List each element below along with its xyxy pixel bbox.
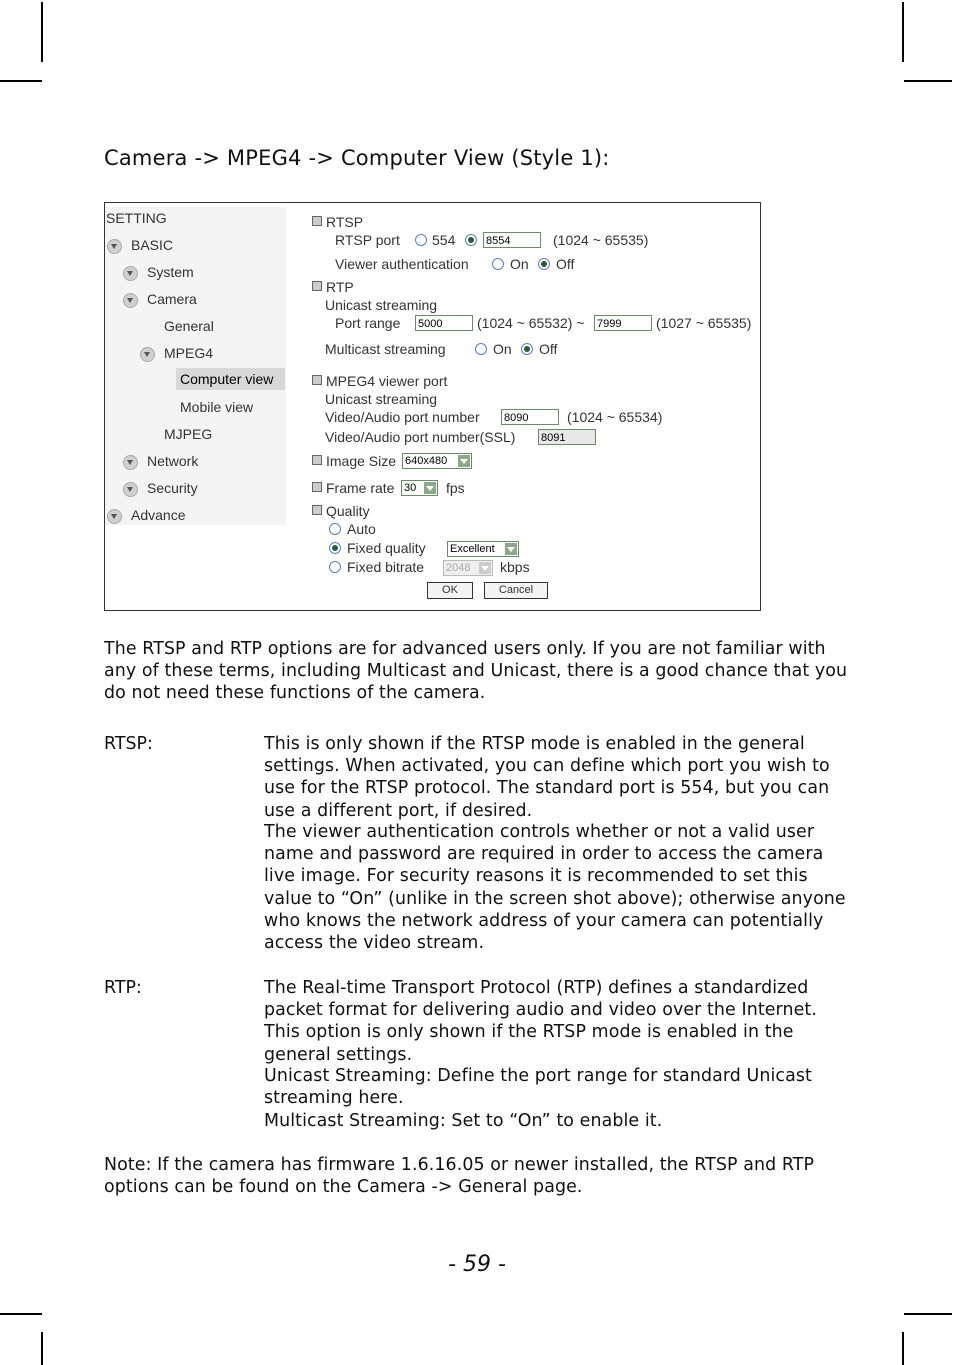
crop-mark [41,1332,43,1365]
sidebar-item-basic[interactable]: BASIC [131,237,174,253]
sidebar-setting: SETTING [106,210,167,226]
multicast-off-radio[interactable] [521,343,533,355]
rtp-definition-1: The Real-time Transport Protocol (RTP) defines a standardized packet format for delivering audio and video over the Internet. This option is only shown if the RTSP mode is enabled in the general settings. [264,978,817,1065]
chevron-down-icon [458,455,470,467]
page-number: - 59 - [448,1252,506,1277]
viewer-auth-off-radio[interactable] [538,258,550,270]
crop-mark [0,1313,42,1315]
sidebar-item-advance[interactable]: Advance [131,507,186,523]
expand-arrow-icon[interactable] [123,293,138,308]
expand-arrow-icon[interactable] [140,347,155,362]
quality-title: Quality [312,503,370,519]
intro-paragraph: The RTSP and RTP options are for advanced users only. If you are not familiar with any of these terms, including Multicast and Unicast, there is a good chance that you do not need these functions of the camera. [104,639,848,704]
expand-arrow-icon[interactable] [123,482,138,497]
settings-sidebar [105,207,286,525]
crop-mark [0,80,42,82]
rtp-section-title: RTP [312,279,354,295]
rtp-definition-2: Unicast Streaming: Define the port range for standard Unicast streaming here. [264,1066,812,1109]
sidebar-item-network[interactable]: Network [147,453,199,469]
rtp-port-range-label: Port range [335,315,401,331]
settings-screenshot [104,202,761,611]
expand-arrow-icon[interactable] [107,239,122,254]
rtsp-port-custom-radio[interactable] [465,234,477,246]
fps-unit: fps [446,480,465,496]
frame-rate-select[interactable]: 30 [401,480,438,496]
fixed-quality-radio[interactable] [329,542,341,554]
rtp-range-from: (1024 ~ 65532) ~ [477,315,585,331]
bullet-square-icon [312,281,322,291]
rtp-term: RTP: [104,978,142,998]
expand-arrow-icon[interactable] [123,455,138,470]
rtp-port-from-input[interactable]: 5000 [415,315,473,331]
multicast-on-label: On [493,341,512,357]
multicast-off-label: Off [539,341,558,357]
quality-auto-radio[interactable] [329,523,341,535]
rtp-definition-3: Multicast Streaming: Set to “On” to enable it. [264,1111,663,1131]
sidebar-item-mjpeg[interactable]: MJPEG [164,426,213,442]
chevron-down-icon [479,562,491,574]
av-port-input[interactable]: 8090 [501,409,559,425]
bullet-square-icon [312,455,322,465]
av-port-label: Video/Audio port number [325,409,480,425]
rtp-port-to-input[interactable]: 7999 [594,315,652,331]
crop-mark [902,1332,904,1365]
viewer-auth-on-radio[interactable] [492,258,504,270]
multicast-on-radio[interactable] [475,343,487,355]
viewer-auth-label: Viewer authentication [335,256,469,272]
frame-rate-label: Frame rate [312,480,394,496]
rtsp-port-default-label: 554 [432,232,456,248]
rtsp-term: RTSP: [104,734,153,754]
fixed-quality-select[interactable]: Excellent [447,541,519,557]
bullet-square-icon [312,505,322,515]
crop-mark [904,1313,952,1315]
rtsp-section-title: RTSP [312,214,363,230]
sidebar-item-security[interactable]: Security [147,480,198,496]
sidebar-item-computer-view[interactable]: Computer view [176,368,285,390]
fixed-quality-label: Fixed quality [347,540,426,556]
expand-arrow-icon[interactable] [123,266,138,281]
bullet-square-icon [312,216,322,226]
quality-auto-label: Auto [347,521,376,537]
rtp-unicast-label: Unicast streaming [325,297,438,313]
viewer-auth-off-label: Off [556,256,575,272]
chevron-down-icon [505,543,517,555]
ssl-port-input[interactable]: 8091 [538,429,596,445]
image-size-label: Image Size [312,453,396,469]
rtp-range-to: (1027 ~ 65535) [656,315,752,331]
cancel-button[interactable]: Cancel [484,582,548,599]
crop-mark [904,80,952,82]
rtsp-port-range: (1024 ~ 65535) [553,232,649,248]
rtsp-definition-1: This is only shown if the RTSP mode is enabled in the general settings. When activated, you can define which port you wish to use for the RTSP protocol. The standard port is 554, but you can use a different port, if desired. [264,734,830,821]
bullet-square-icon [312,375,322,385]
rtsp-port-input[interactable]: 8554 [483,232,541,248]
rtsp-port-default-radio[interactable] [415,234,427,246]
sidebar-item-camera[interactable]: Camera [147,291,197,307]
crop-mark [902,2,904,62]
crop-mark [41,2,43,62]
bullet-square-icon [312,482,322,492]
sidebar-item-system[interactable]: System [147,264,194,280]
fixed-bitrate-radio[interactable] [329,561,341,573]
sidebar-item-mobile-view[interactable]: Mobile view [180,399,254,415]
rtsp-definition-2: The viewer authentication controls whether or not a valid user name and password are required in order to access the camera live image. For security reasons it is recommended to set this value to “On” (unlike in the screen shot above); otherwise anyone who knows the network address of your camera can potentially access the video stream. [264,822,846,954]
ssl-port-label: Video/Audio port number(SSL) [325,429,516,445]
chevron-down-icon [424,482,436,494]
viewer-unicast-label: Unicast streaming [325,391,438,407]
expand-arrow-icon[interactable] [107,509,122,524]
rtsp-port-label: RTSP port [335,232,400,248]
viewer-auth-on-label: On [510,256,529,272]
section-heading: Camera -> MPEG4 -> Computer View (Style 1): [104,146,610,170]
av-port-range: (1024 ~ 65534) [567,409,663,425]
image-size-select[interactable]: 640x480 [402,453,472,469]
fixed-bitrate-select[interactable]: 2048 [443,560,493,576]
kbps-unit: kbps [500,559,530,575]
firmware-note: Note: If the camera has firmware 1.6.16.05 or newer installed, the RTSP and RTP options can be found on the Camera -> General page. [104,1155,815,1198]
ok-button[interactable]: OK [427,582,473,599]
sidebar-item-mpeg4[interactable]: MPEG4 [164,345,214,361]
multicast-label: Multicast streaming [325,341,446,357]
viewer-port-title: MPEG4 viewer port [312,373,447,389]
fixed-bitrate-label: Fixed bitrate [347,559,425,575]
sidebar-item-general[interactable]: General [164,318,214,334]
